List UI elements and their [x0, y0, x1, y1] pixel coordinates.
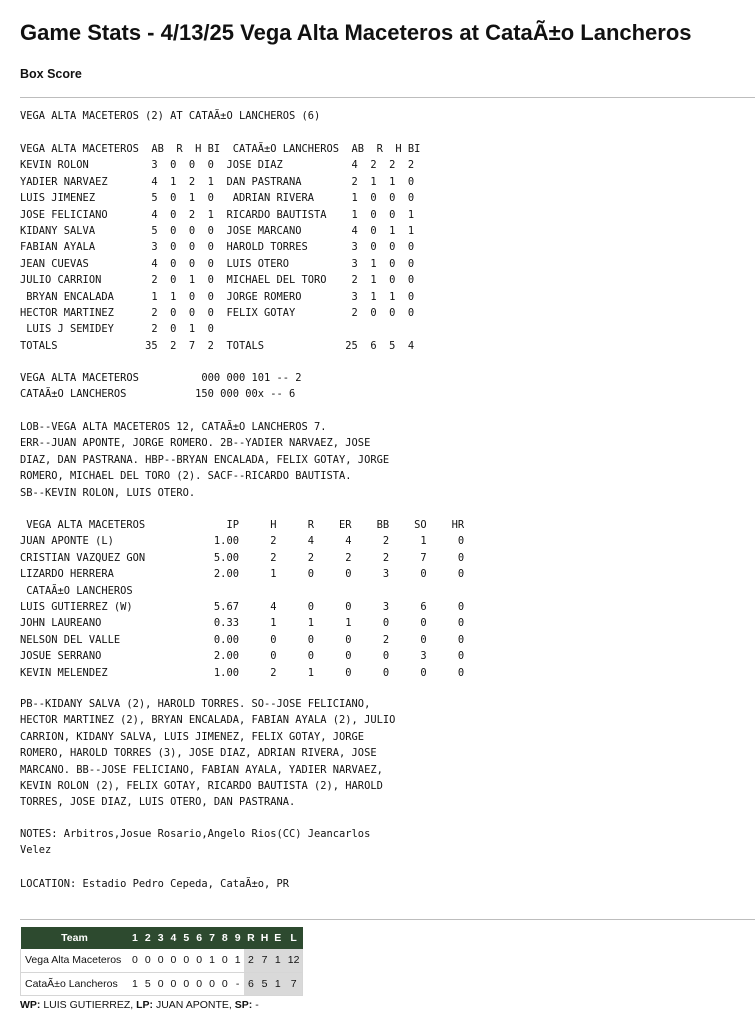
lob-cell: 7	[284, 972, 303, 995]
pitching-notes	[20, 696, 395, 811]
linescore-header-cell: 4	[167, 927, 180, 949]
linescore-header-cell: R	[244, 927, 258, 949]
linescore-header-cell: 9	[231, 927, 244, 949]
inning-cell: 0	[206, 972, 219, 995]
bottom-divider	[20, 919, 755, 920]
linescore-header-cell: 2	[141, 927, 154, 949]
inning-cell: 0	[180, 972, 193, 995]
text-line: JUAN APONTE (L) 1.00 2 4 4 2 1 0	[20, 535, 465, 548]
inning-cell: 0	[167, 972, 180, 995]
text-line: JOSUE SERRANO 2.00 0 0 0 0 3 0	[20, 650, 465, 663]
linescore-header-cell: E	[271, 927, 284, 949]
linescore-header-cell: L	[284, 927, 303, 949]
inning-cell: 1	[231, 949, 244, 972]
inning-cell: -	[231, 972, 244, 995]
inning-cell: 1	[206, 949, 219, 972]
inning-cell: 0	[193, 972, 206, 995]
text-line: Velez	[20, 844, 52, 857]
text-line: TOTALS 35 2 7 2 TOTALS 25 6 5 4	[20, 339, 415, 352]
inning-cell: 0	[154, 949, 167, 972]
linescore-header-cell: Team	[21, 927, 129, 949]
text-line: KEVIN ROLON (2), FELIX GOTAY, RICARDO BAUTISTA (2), HAROLD	[20, 780, 383, 793]
text-line: NOTES: Arbitros,Josue Rosario,Angelo Rios(CC) Jeancarlos	[20, 828, 371, 840]
lp-label: LP:	[136, 999, 154, 1011]
linescore-header-cell: 8	[218, 927, 231, 949]
inning-cell: 0	[154, 972, 167, 995]
batting-table	[20, 141, 420, 354]
text-line: CATAÃ±O LANCHEROS 150 000 00x -- 6	[20, 388, 296, 401]
linescore-header-cell: 3	[154, 927, 167, 949]
inning-cell: 5	[141, 972, 154, 995]
inning-cell: 0	[141, 949, 154, 972]
inning-cell: 1	[129, 972, 142, 995]
text-line: LUIS JIMENEZ 5 0 1 0 ADRIAN RIVERA 1 0 0 0	[20, 192, 415, 205]
winning-pitcher: LUIS GUTIERREZ	[43, 999, 131, 1011]
text-line: YADIER NARVAEZ 4 1 2 1 DAN PASTRANA 2 1 1 0	[20, 175, 415, 188]
sp-label: SP:	[234, 999, 253, 1011]
linescore-header-cell: H	[258, 927, 272, 949]
text-line: CATAÃ±O LANCHEROS	[20, 584, 133, 597]
inning-cell: 0	[167, 949, 180, 972]
game-events	[20, 419, 389, 501]
text-line: JOHN LAUREANO 0.33 1 1 1 0 0 0	[20, 617, 465, 630]
linescore-row	[21, 972, 303, 995]
text-line: HECTOR MARTINEZ 2 0 0 0 FELIX GOTAY 2 0 0 0	[20, 307, 415, 320]
text-line: PB--KIDANY SALVA (2), HAROLD TORRES. SO--JOSE FELICIANO,	[20, 698, 371, 710]
top-divider	[20, 97, 755, 98]
text-line: KIDANY SALVA 5 0 0 0 JOSE MARCANO 4 0 1 1	[20, 225, 415, 238]
team-name-cell: CataÃ±o Lancheros	[21, 972, 129, 995]
text-line: JEAN CUEVAS 4 0 0 0 LUIS OTERO 3 1 0 0	[20, 257, 415, 270]
linescore-header-row	[21, 927, 303, 949]
text-line: CRISTIAN VAZQUEZ GON 5.00 2 2 2 2 7 0	[20, 551, 465, 564]
team-name-cell: Vega Alta Maceteros	[21, 949, 129, 972]
text-line: LIZARDO HERRERA 2.00 1 0 0 3 0 0	[20, 568, 465, 581]
hits-cell: 7	[258, 949, 272, 972]
linescore-row	[21, 949, 303, 972]
inning-cell: 0	[129, 949, 142, 972]
linescore-text	[20, 370, 302, 403]
text-line: CARRION, KIDANY SALVA, LUIS JIMENEZ, FELIX GOTAY, JORGE	[20, 730, 365, 743]
runs-cell: 6	[244, 972, 258, 995]
text-line: BRYAN ENCALADA 1 1 0 0 JORGE ROMERO 3 1 1 0	[20, 290, 415, 303]
inning-cell: 0	[193, 949, 206, 972]
pitcher-decisions: WP: LUIS GUTIERREZ, LP: JUAN APONTE, SP: -	[20, 999, 259, 1011]
text-line: ROMERO, MICHAEL DEL TORO (2). SACF--RICARDO BAUTISTA.	[20, 470, 352, 483]
save-pitcher: -	[255, 999, 259, 1011]
text-line: JOSE FELICIANO 4 0 2 1 RICARDO BAUTISTA 1 0 0 1	[20, 208, 415, 221]
linescore-table	[20, 927, 303, 996]
hits-cell: 5	[258, 972, 272, 995]
page-title: Game Stats - 4/13/25 Vega Alta Maceteros at CataÃ±o Lancheros	[20, 20, 692, 45]
text-line: TORRES, JOSE DIAZ, LUIS OTERO, DAN PASTRANA.	[20, 796, 296, 809]
inning-cell: 0	[218, 949, 231, 972]
inning-cell: 0	[180, 949, 193, 972]
linescore-header-cell: 6	[193, 927, 206, 949]
text-line: VEGA ALTA MACETEROS AB R H BI CATAÃ±O LANCHEROS AB R H BI	[20, 143, 421, 155]
linescore-header-cell: 1	[129, 927, 142, 949]
game-notes	[20, 826, 370, 859]
location-line: LOCATION: Estadio Pedro Cepeda, CataÃ±o, PR	[20, 878, 289, 890]
text-line: ROMERO, HAROLD TORRES (3), JOSE DIAZ, ADRIAN RIVERA, JOSE	[20, 747, 377, 760]
text-line: DIAZ, DAN PASTRANA. HBP--BRYAN ENCALADA, FELIX GOTAY, JORGE	[20, 453, 390, 466]
text-line: JULIO CARRION 2 0 1 0 MICHAEL DEL TORO 2 1 0 0	[20, 274, 415, 287]
matchup-line: VEGA ALTA MACETEROS (2) AT CATAÃ±O LANCHEROS (6)	[20, 110, 321, 122]
text-line: SB--KEVIN ROLON, LUIS OTERO.	[20, 486, 196, 499]
box-score-heading: Box Score	[20, 67, 82, 81]
text-line: KEVIN MELENDEZ 1.00 2 1 0 0 0 0	[20, 666, 465, 679]
inning-cell: 0	[218, 972, 231, 995]
text-line: LUIS J SEMIDEY 2 0 1 0	[20, 323, 214, 336]
text-line: VEGA ALTA MACETEROS IP H R ER BB SO HR	[20, 519, 465, 531]
text-line: LOB--VEGA ALTA MACETEROS 12, CATAÃ±O LANCHEROS 7.	[20, 421, 327, 433]
pitching-table	[20, 517, 464, 681]
text-line: HECTOR MARTINEZ (2), BRYAN ENCALADA, FABIAN AYALA (2), JULIO	[20, 714, 396, 727]
linescore-header-cell: 7	[206, 927, 219, 949]
text-line: NELSON DEL VALLE 0.00 0 0 0 2 0 0	[20, 633, 465, 646]
wp-label: WP:	[20, 999, 41, 1011]
errors-cell: 1	[271, 972, 284, 995]
text-line: VEGA ALTA MACETEROS 000 000 101 -- 2	[20, 372, 302, 384]
lob-cell: 12	[284, 949, 303, 972]
text-line: ERR--JUAN APONTE, JORGE ROMERO. 2B--YADIER NARVAEZ, JOSE	[20, 437, 371, 450]
text-line: MARCANO. BB--JOSE FELICIANO, FABIAN AYALA, YADIER NARVAEZ,	[20, 763, 383, 776]
runs-cell: 2	[244, 949, 258, 972]
linescore-header-cell: 5	[180, 927, 193, 949]
text-line: LUIS GUTIERREZ (W) 5.67 4 0 0 3 6 0	[20, 601, 465, 614]
text-line: FABIAN AYALA 3 0 0 0 HAROLD TORRES 3 0 0 0	[20, 241, 415, 254]
text-line: KEVIN ROLON 3 0 0 0 JOSE DIAZ 4 2 2 2	[20, 159, 415, 172]
errors-cell: 1	[271, 949, 284, 972]
losing-pitcher: JUAN APONTE	[155, 999, 229, 1011]
